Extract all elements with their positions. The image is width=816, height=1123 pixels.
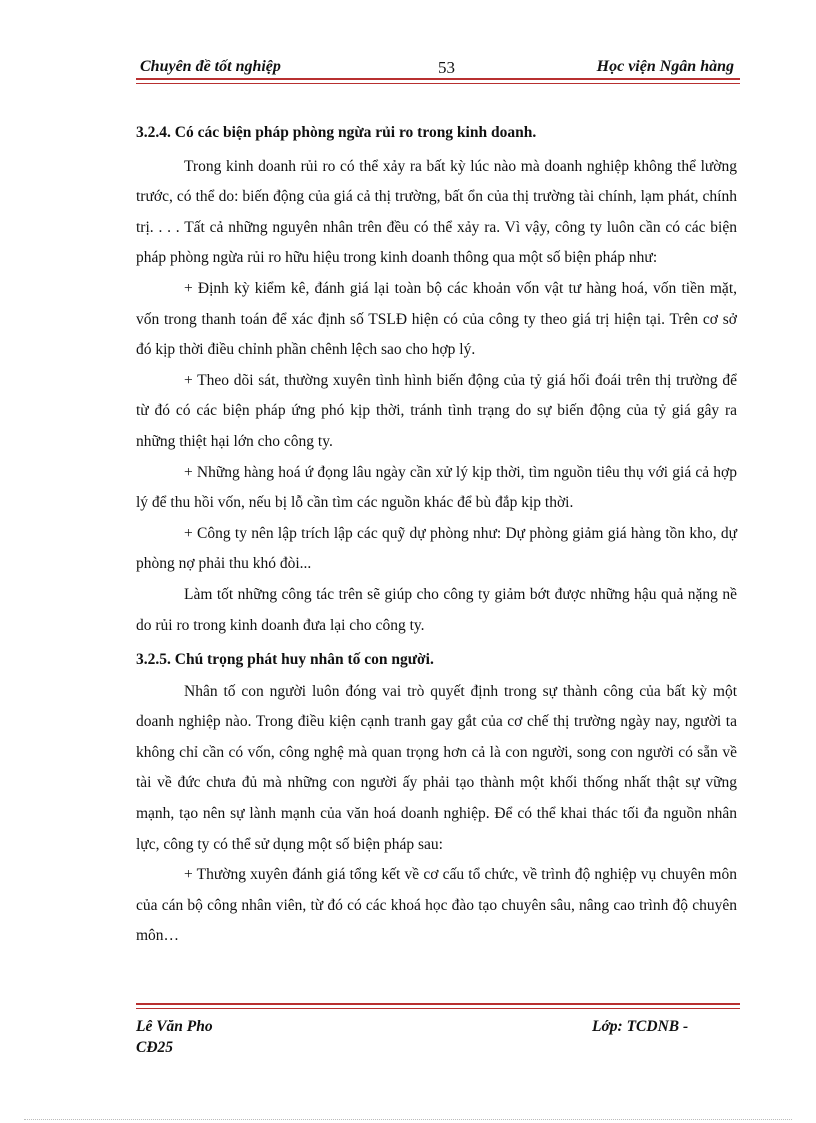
paragraph: Trong kinh doanh rủi ro có thể xảy ra bất kỳ lúc nào mà doanh nghiệp không thể lường trước, có thể do: biến động của giá cả thị trường, bất ổn của thị trường tài chính, lạm phát, chính trị. . . . Tất cả những nguyên nhân trên đều có thể xảy ra. Vì vậy, công ty luôn cần có các biện pháp phòng ngừa rủi ro hữu hiệu trong kinh doanh thông qua một số biện pháp như: [136,157,737,267]
paragraph: + Thường xuyên đánh giá tổng kết về cơ cấu tổ chức, về trình độ nghiệp vụ chuyên môn của cán bộ công nhân viên, từ đó có các khoá học đào tạo chuyên sâu, nâng cao trình độ chuyên môn… [136,866,737,945]
footer-class-label: Lớp: TCDNB - [592,1018,689,1035]
page-number: 53 [438,58,455,77]
paragraph: Nhân tố con người luôn đóng vai trò quyết định trong sự thành công của bất kỳ một doanh nghiệp nào. Trong điều kiện cạnh tranh gay gắt của cơ chế thị trường ngày nay, người ta không chỉ cần có vốn, công nghệ mà quan trọng hơn cả là con người, song con người có sẵn về tài về đức chưa đủ mà những con người ấy phải tạo thành một khối thống nhất thật sự vững mạnh, tạo nên sự lành mạnh của văn hoá doanh nghiệp. Để có thể khai thác tối đa nguồn nhân lực, công ty có thể sử dụng một số biện pháp sau: [136,682,737,853]
paragraph: + Theo dõi sát, thường xuyên tình hình biến động của tỷ giá hối đoái trên thị trường để từ đó có các biện pháp ứng phó kịp thời, tránh tình trạng do sự biến động của tỷ giá gây ra những thiệt hại lớn cho công ty. [136,371,737,450]
paragraph: + Công ty nên lập trích lập các quỹ dự phòng như: Dự phòng giảm giá hàng tồn kho, dự phòng nợ phải thu khó đòi... [136,524,737,573]
footer-class-code: CĐ25 [136,1039,174,1056]
footer-divider [136,1003,740,1009]
page-header [136,56,740,80]
document-body [136,118,737,952]
page-edge-dotted-line [24,1119,792,1120]
header-thesis-title: Chuyên đề tốt nghiệp [140,58,281,75]
footer-author: Lê Văn Pho [136,1018,213,1035]
header-institution: Học viện Ngân hàng [596,58,734,75]
section-heading-3-2-4: 3.2.4. Có các biện pháp phòng ngừa rủi ro trong kinh doanh. [136,124,537,141]
paragraph: Làm tốt những công tác trên sẽ giúp cho công ty giảm bớt được những hậu quả nặng nề do rủi ro trong kinh doanh đưa lại cho công ty. [136,585,737,634]
paragraph: + Những hàng hoá ứ đọng lâu ngày cần xử lý kịp thời, tìm nguồn tiêu thụ với giá cả hợp lý để thu hồi vốn, nếu bị lỗ cần tìm các nguồn khác để bù đắp kịp thời. [136,463,737,512]
paragraph: + Định kỳ kiểm kê, đánh giá lại toàn bộ các khoản vốn vật tư hàng hoá, vốn tiền mặt, vốn trong thanh toán để xác định số TSLĐ hiện có của công ty theo giá trị hiện tại. Trên cơ sở đó kịp thời điều chỉnh phần chênh lệch sao cho hợp lý. [136,279,737,359]
section-heading-3-2-5: 3.2.5. Chú trọng phát huy nhân tố con người. [136,651,434,669]
header-divider [136,78,740,84]
